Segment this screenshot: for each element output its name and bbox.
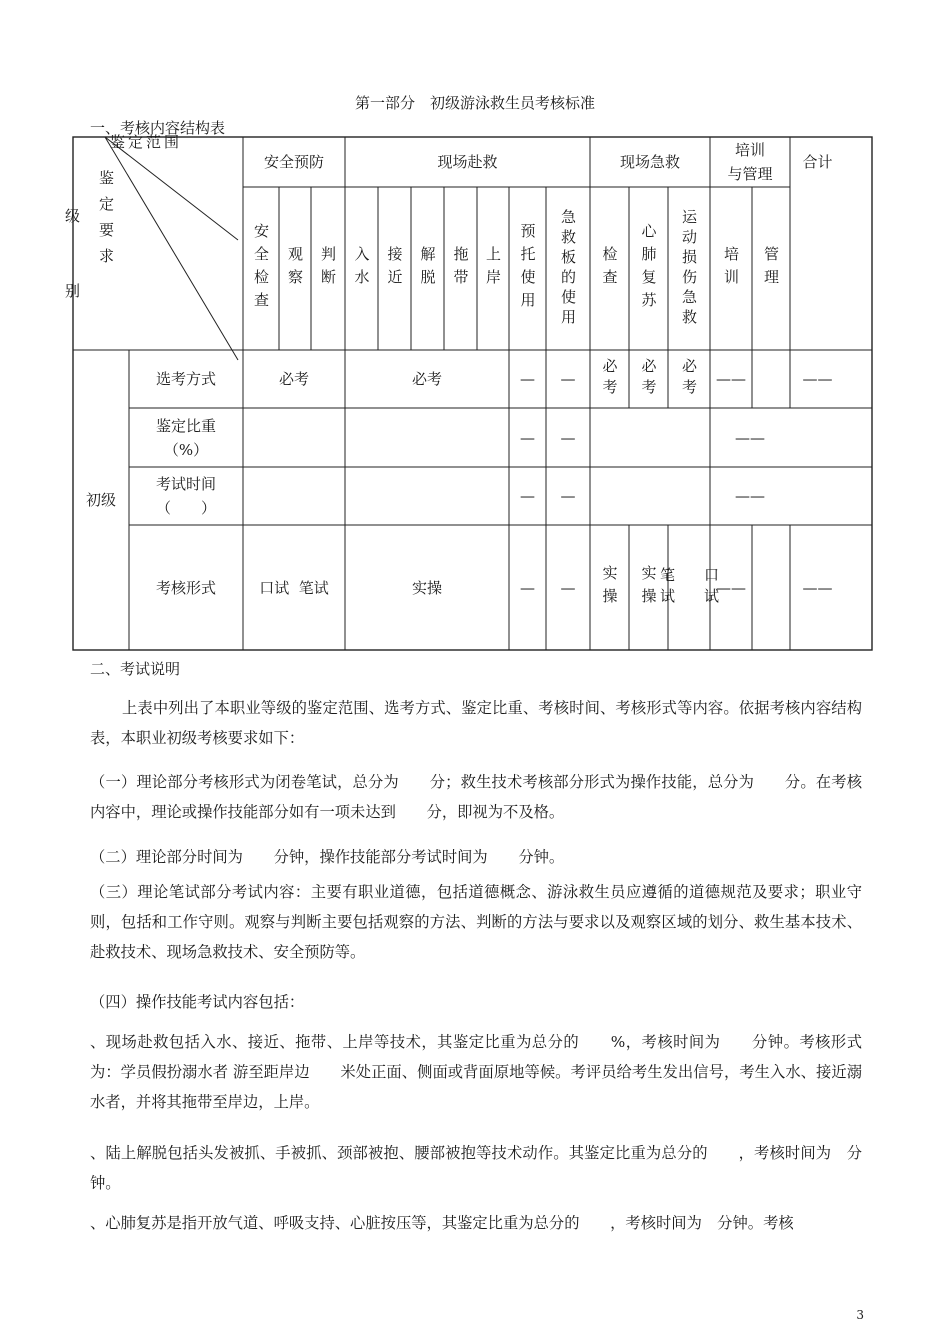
cell-long-dash: —— (716, 578, 746, 597)
cell-practical-cpr: 实操 (639, 564, 658, 611)
section-heading-exam-notes: 二、考试说明 (90, 660, 181, 678)
header-safety-prevention: 安全预防 (263, 153, 324, 171)
sub-training: 培训 (722, 245, 740, 292)
section-heading-structure-table: 一、考核内容结构表 (90, 119, 226, 137)
paragraph-item-3: 、心肺复苏是指开放气道、呼吸支持、心脏按压等，其鉴定比重为总分的 ，考核时间为 分钟。考核 (90, 1214, 794, 1232)
header-total: 合计 (802, 153, 833, 171)
cell-long-dash: —— (802, 370, 833, 388)
cell-dash: — (560, 428, 576, 447)
sub-pre-support: 预托使用 (518, 222, 537, 315)
cell-long-dash: —— (735, 428, 765, 447)
corner-label-level: 级别 (63, 208, 81, 358)
paragraph-2: （二）理论部分时间为 分钟，操作技能部分考试时间为 分钟。 (90, 848, 565, 866)
level-cell: 初级 (85, 491, 116, 509)
row-label-weight: 鉴定比重 （%） (155, 416, 216, 459)
paragraph-1: （一）理论部分考核形式为闭卷笔试，总分为 分；救生技术考核部分形式为操作技能，总分为 分。在考核内容中，理论或操作技能部分如有一项未达到 分，即视为不及格。 (90, 773, 862, 821)
sub-tow: 拖带 (451, 245, 470, 292)
sub-approach: 接近 (385, 245, 404, 292)
cell-dash: — (520, 487, 535, 505)
paragraph-3: （三）理论笔试部分考试内容：主要有职业道德，包括道德概念、游泳救生员应遵循的道德规范及要求；职业守则，包括和工作守则。观察与判断主要包括观察的方法、判断的方法与要求以及观察区域的划分、救生基本技术、赴救技术、现场急救技术、安全预防等。 (90, 883, 862, 961)
sub-observe: 观察 (286, 245, 304, 292)
sub-check: 检查 (600, 245, 619, 292)
corner-label-scope: 鉴定范围 (110, 133, 183, 151)
cell-oral-written: 口试 笔试 (259, 578, 329, 597)
sub-management: 管理 (762, 245, 780, 292)
paragraph-intro: 上表中列出了本职业等级的鉴定范围、选考方式、鉴定比重、考核时间、考核形式等内容。依据考核内容结构表，本职业初级考核要求如下： (90, 699, 862, 747)
cell-required-rescue: 必考 (411, 370, 442, 388)
cell-practical-check: 实操 (600, 564, 619, 611)
sub-landing: 上岸 (484, 245, 502, 292)
header-training-management: 培训 与管理 (727, 141, 773, 183)
sub-cpr: 心肺复苏 (639, 222, 658, 315)
header-onsite-rescue: 现场赴救 (437, 153, 498, 171)
cell-long-dash: —— (735, 487, 765, 505)
cell-dash: — (520, 370, 535, 388)
cell-dash: — (520, 578, 535, 597)
sub-entry: 入水 (352, 245, 371, 292)
cell-dash: — (560, 487, 576, 505)
page-title: 第一部分 初级游泳救生员考核标准 (354, 94, 595, 112)
row-label-form: 考核形式 (155, 578, 216, 597)
cell-oral-written-injury: 口试 笔试 (658, 566, 720, 609)
cell-required-injury: 必考 (680, 358, 698, 400)
sub-rescue-board: 急救板的使用 (559, 208, 577, 329)
cell-dash: — (560, 578, 576, 597)
cell-required-cpr: 必考 (639, 358, 658, 400)
sub-sports-injury: 运动损伤急救 (680, 208, 698, 329)
cell-required-safety: 必考 (278, 370, 309, 388)
paragraph-item-2: 、陆上解脱包括头发被抓、手被抓、颈部被抱、腰部被抱等技术动作。其鉴定比重为总分的 ，考核时间为 分钟。 (90, 1144, 862, 1192)
cell-dash: — (520, 428, 535, 447)
header-onsite-first-aid: 现场急救 (619, 153, 680, 171)
cell-long-dash: —— (716, 370, 746, 388)
sub-release: 解脱 (418, 245, 437, 292)
paragraph-4: （四）操作技能考试内容包括： (90, 993, 305, 1011)
paragraph-item-1: 、现场赴救包括入水、接近、拖带、上岸等技术，其鉴定比重为总分的 %，考核时间为 分钟。考核形式为：学员假扮溺水者 游至距岸边 米处正面、侧面或背面原地等候。考评员给考生发出信号，考生入水、接近溺水者，并将其拖带至岸边，上岸。 (90, 1033, 862, 1111)
sub-safety-check: 安全检查 (252, 222, 270, 315)
sub-judge: 判断 (319, 245, 337, 292)
cell-dash: — (560, 370, 576, 388)
row-label-time: 考试时间 （ ） (155, 475, 216, 517)
row-label-selection: 选考方式 (155, 370, 216, 388)
page-number: 3 (856, 1308, 864, 1322)
corner-label-requirement: 鉴定要求 (97, 170, 115, 274)
cell-long-dash: —— (802, 578, 833, 597)
cell-practical-rescue: 实操 (411, 578, 442, 597)
cell-required-check: 必考 (600, 358, 619, 400)
